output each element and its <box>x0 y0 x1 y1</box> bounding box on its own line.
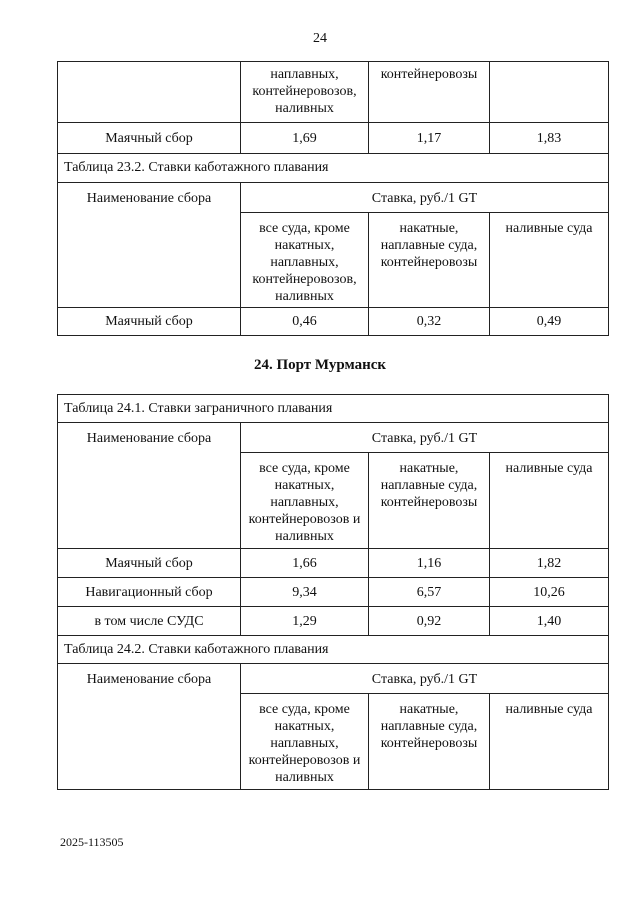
vessel-category-header: накатные, наплавные суда, контейнеровозы <box>369 453 490 549</box>
table-cell <box>58 62 241 123</box>
table-caption: Таблица 24.2. Ставки каботажного плавания <box>58 636 609 664</box>
rate-value-cell: 1,29 <box>241 607 369 636</box>
table-header-row <box>58 183 609 213</box>
table-row <box>58 578 609 607</box>
rate-header: Ставка, руб./1 GT <box>241 664 609 694</box>
table-cell: контейнеровозы <box>369 62 490 123</box>
vessel-category-header: все суда, кроме накатных, наплавных, контейнеровозов и наливных <box>241 694 369 790</box>
rate-value-cell: 1,40 <box>490 607 609 636</box>
vessel-category-header: наливные суда <box>490 694 609 790</box>
rate-value-cell: 1,82 <box>490 549 609 578</box>
table-caption: Таблица 24.1. Ставки заграничного плавания <box>58 395 609 423</box>
fee-name-cell: Маячный сбор <box>58 308 241 336</box>
port-23-fees-table <box>57 61 609 336</box>
rate-header: Ставка, руб./1 GT <box>241 183 609 213</box>
rate-value-cell: 1,69 <box>241 123 369 154</box>
murmansk-fees-table <box>57 394 609 790</box>
page-number: 24 <box>313 31 327 46</box>
table-row <box>58 308 609 336</box>
fee-name-cell: Маячный сбор <box>58 123 241 154</box>
table-header-row <box>58 664 609 694</box>
rate-value-cell: 10,26 <box>490 578 609 607</box>
vessel-category-header: наливные суда <box>490 213 609 308</box>
table-row <box>58 123 609 154</box>
rate-value-cell: 1,17 <box>369 123 490 154</box>
vessel-category-header: наливные суда <box>490 453 609 549</box>
table-caption: Таблица 23.2. Ставки каботажного плавания <box>58 154 609 183</box>
fee-name-cell: Навигационный сбор <box>58 578 241 607</box>
rate-value-cell: 0,92 <box>369 607 490 636</box>
fee-name-header: Наименование сбора <box>58 664 241 790</box>
document-code: 2025-113505 <box>60 835 124 849</box>
rate-value-cell: 6,57 <box>369 578 490 607</box>
table-caption-row <box>58 636 609 664</box>
table-caption-row <box>58 395 609 423</box>
table-row <box>58 549 609 578</box>
table-cell: наплавных, контейнеровозов, наливных <box>241 62 369 123</box>
vessel-category-header: накатные, наплавные суда, контейнеровозы <box>369 694 490 790</box>
rate-value-cell: 0,32 <box>369 308 490 336</box>
rate-value-cell: 0,46 <box>241 308 369 336</box>
fee-name-cell: Маячный сбор <box>58 549 241 578</box>
table-caption-row <box>58 154 609 183</box>
fee-name-header: Наименование сбора <box>58 423 241 549</box>
vessel-category-header: все суда, кроме накатных, наплавных, контейнеровозов, наливных <box>241 213 369 308</box>
vessel-category-header: все суда, кроме накатных, наплавных, контейнеровозов и наливных <box>241 453 369 549</box>
table-row <box>58 607 609 636</box>
rate-value-cell: 1,66 <box>241 549 369 578</box>
table-row <box>58 62 609 123</box>
rate-value-cell: 9,34 <box>241 578 369 607</box>
table-header-row <box>58 423 609 453</box>
table-cell <box>490 62 609 123</box>
fee-name-header: Наименование сбора <box>58 183 241 308</box>
rate-value-cell: 1,83 <box>490 123 609 154</box>
vessel-category-header: накатные, наплавные суда, контейнеровозы <box>369 213 490 308</box>
section-title: 24. Порт Мурманск <box>253 357 387 373</box>
fee-name-cell: в том числе СУДС <box>58 607 241 636</box>
rate-header: Ставка, руб./1 GT <box>241 423 609 453</box>
rate-value-cell: 0,49 <box>490 308 609 336</box>
rate-value-cell: 1,16 <box>369 549 490 578</box>
